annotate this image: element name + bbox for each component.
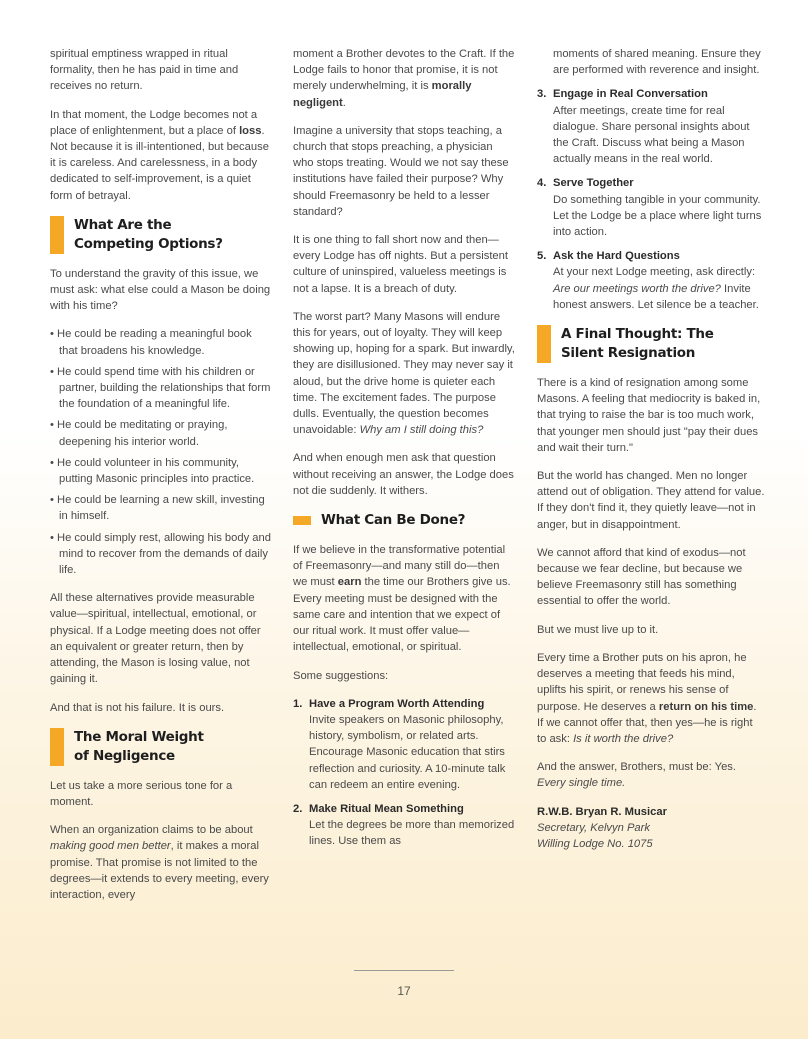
item-body: Invite speakers on Masonic philosophy, history, symbolism, or related arts. Encourage Masonic education that stirs reflection and curiosity. A 10-minute talk can redeem an entire evening. bbox=[309, 713, 506, 791]
paragraph: There is a kind of resignation among some Masons. A feeling that mediocrity is baked in, that trying to raise the bar is too much work, that younger men should just "pay their dues and wait their turn." bbox=[537, 377, 761, 454]
paragraph: And when enough men ask that question without receiving an answer, the Lodge does not die suddenly. It withers. bbox=[293, 452, 514, 497]
list-item bbox=[537, 86, 765, 167]
accent-bar bbox=[537, 325, 551, 363]
text: In that moment, the Lodge becomes not a place of enlightenment, but a place of bbox=[50, 108, 258, 137]
item-number: 4. bbox=[537, 177, 547, 190]
item-title bbox=[293, 696, 515, 712]
text: The worst part? Many Masons will endure this for years, out of loyalty. They will keep showing up, hoping for a spark. But inwardly, they are disillusioned. They may never say it aloud, but the drive home is quieter each time. The excitement fades. The purpose dulls. Eventually, the question becomes unavoidable: bbox=[293, 310, 515, 437]
page-number: 17 bbox=[397, 984, 411, 998]
item-number: 1. bbox=[293, 697, 303, 710]
text: Every time a Brother puts on his apron, he deserves a meeting that feeds his mind, uplifts his spirit, or renews his sense of purpose. He deserves a bbox=[537, 651, 747, 713]
item-title-text: Engage in Real Conversation bbox=[553, 88, 708, 101]
paragraph: And that is not his failure. It is ours. bbox=[50, 701, 225, 714]
list-item: • He could simply rest, allowing his body and mind to recover from the demands of daily life. bbox=[50, 531, 271, 577]
suggestion-list bbox=[293, 696, 515, 850]
item-title-text: Make Ritual Mean Something bbox=[309, 802, 464, 815]
heading-text: What Can Be Done? bbox=[321, 512, 466, 529]
author-lodge: Willing Lodge No. 1075 bbox=[537, 837, 653, 850]
bold-text: morally negligent bbox=[293, 80, 472, 109]
paragraph: We cannot afford that kind of exodus—not because we fear decline, but because we believe Freemasonry still has something essential to offer the world. bbox=[537, 546, 746, 608]
paragraph: Some suggestions: bbox=[293, 669, 389, 682]
text: And the answer, Brothers, must be: Yes. bbox=[537, 761, 737, 774]
item-number: 5. bbox=[537, 250, 547, 263]
list-item: • He could be learning a new skill, investing in himself. bbox=[50, 494, 265, 523]
text: . bbox=[342, 96, 346, 109]
paragraph: Imagine a university that stops teaching, a church that stops preaching, a physician who stops treating. Would we not say these institutions have failed their purpose? Why should Freemasonry be held to a lesser standard? bbox=[293, 124, 509, 218]
list-item: • He could volunteer in his community, putting Masonic principles into practice. bbox=[50, 456, 255, 486]
paragraph bbox=[293, 46, 515, 111]
text: , it makes a moral promise. That promise is not limited to the degrees—it extends to every meeting, every interaction, every bbox=[50, 840, 269, 901]
paragraph bbox=[293, 309, 515, 439]
paragraph bbox=[50, 822, 272, 903]
paragraph: But the world has changed. Men no longer attend out of obligation. They attend for value. If they don't find it, they quietly leave—not in anger, but in disappointment. bbox=[537, 470, 765, 531]
text: . Not because it is ill-intentioned, but because it is careless. And carelessness, in a body dedicated to self-improvement, is a quiet form of betrayal. bbox=[50, 124, 269, 202]
heading-text: What Are the Competing Options? bbox=[74, 216, 223, 252]
item-body: Do something tangible in your community. Let the Lodge be a place where light turns into action. bbox=[553, 193, 762, 239]
paragraph bbox=[537, 650, 765, 747]
column-right bbox=[537, 46, 765, 852]
item-body: After meetings, create time for real dialogue. Share personal insights about the Craft. Discuss what being a Mason actually means in the real world. bbox=[553, 104, 750, 166]
list-item: • He could be meditating or praying, deepening his interior world. bbox=[50, 419, 228, 448]
author-name: R.W.B. Bryan R. Musicar bbox=[537, 805, 667, 818]
paragraph bbox=[50, 107, 272, 204]
item-title-text: Ask the Hard Questions bbox=[553, 250, 680, 263]
list-item bbox=[293, 696, 515, 793]
accent-bar bbox=[50, 216, 64, 254]
paragraph: moments of shared meaning. Ensure they are performed with reverence and insight. bbox=[553, 48, 761, 77]
bold-text: loss bbox=[239, 124, 262, 137]
paragraph: But we must live up to it. bbox=[537, 623, 659, 636]
item-body bbox=[537, 264, 765, 313]
item-title bbox=[537, 86, 765, 102]
section-heading bbox=[537, 325, 765, 363]
accent-bar bbox=[50, 728, 64, 766]
list-item: • He could be reading a meaningful book that broadens his knowledge. bbox=[50, 328, 252, 357]
text: moment a Brother devotes to the Craft. If the Lodge fails to honor that promise, it is not merely underwhelming, it is bbox=[293, 48, 515, 93]
italic-text: Is it worth the drive? bbox=[573, 732, 674, 745]
heading-text: A Final Thought: The Silent Resignation bbox=[561, 326, 714, 362]
text: Invite honest answers. Let silence be a teacher. bbox=[553, 282, 759, 311]
column-middle bbox=[293, 46, 515, 862]
italic-text: Why am I still doing this? bbox=[359, 424, 484, 437]
suggestion-list bbox=[537, 86, 765, 313]
bullet-list bbox=[50, 326, 272, 578]
item-title bbox=[537, 175, 765, 191]
heading-text: The Moral Weight of Negligence bbox=[74, 728, 204, 764]
list-item bbox=[537, 248, 765, 313]
section-heading bbox=[293, 511, 515, 530]
text: If we believe in the transformative potential of Freemasonry—and many still do—then we must bbox=[293, 544, 506, 589]
item-body: Let the degrees be more than memorized lines. Use them as bbox=[309, 819, 515, 848]
italic-text: Every single time. bbox=[537, 777, 626, 790]
paragraph bbox=[293, 542, 515, 655]
list-item: • He could spend time with his children or partner, building the relationships that form the foundation of a meaningful life. bbox=[50, 365, 271, 411]
signature-block bbox=[537, 804, 765, 853]
paragraph: spiritual emptiness wrapped in ritual formality, then he has paid in time and receives no return. bbox=[50, 48, 239, 93]
column-left bbox=[50, 46, 272, 915]
text: . If we cannot offer that, then yes—he is right to ask: bbox=[537, 700, 757, 745]
section-heading bbox=[50, 216, 272, 254]
list-item bbox=[537, 175, 765, 240]
bold-text: return on his time bbox=[658, 700, 754, 713]
italic-text: making good men better bbox=[50, 840, 171, 853]
paragraph: Let us take a more serious tone for a moment. bbox=[50, 779, 233, 808]
author-title: Secretary, Kelvyn Park bbox=[537, 821, 650, 834]
footer-divider bbox=[354, 970, 454, 971]
bold-text: earn bbox=[337, 576, 362, 589]
text: At your next Lodge meeting, ask directly: bbox=[553, 266, 756, 279]
text: When an organization claims to be about bbox=[50, 824, 253, 837]
accent-bar bbox=[293, 516, 311, 525]
item-title bbox=[293, 801, 515, 817]
paragraph: It is one thing to fall short now and then—every Lodge has off nights. But a persistent culture of uninspired, valueless meetings is not a lapse. It is a breach of duty. bbox=[293, 234, 508, 295]
text: the time our Brothers give us. Every meeting must be designed with the same care and intention that we expect of our ritual work. It must offer value—intellectual, emotional, or spiritual. bbox=[293, 576, 511, 654]
paragraph: All these alternatives provide measurable value—spiritual, intellectual, emotional, or physical. If a Lodge meeting does not offer an equivalent or greater return, then by attending, the Mason is losing value, not gaining it. bbox=[50, 592, 261, 686]
item-title-text: Serve Together bbox=[553, 177, 634, 190]
italic-text: Are our meetings worth the drive? bbox=[553, 282, 721, 295]
section-heading bbox=[50, 728, 272, 766]
list-item bbox=[293, 801, 515, 850]
paragraph bbox=[537, 759, 765, 791]
item-number: 2. bbox=[293, 802, 303, 815]
item-number: 3. bbox=[537, 88, 547, 101]
item-title bbox=[537, 248, 765, 264]
item-title-text: Have a Program Worth Attending bbox=[309, 697, 485, 710]
paragraph: To understand the gravity of this issue, we must ask: what else could a Mason be doing with his time? bbox=[50, 267, 271, 313]
